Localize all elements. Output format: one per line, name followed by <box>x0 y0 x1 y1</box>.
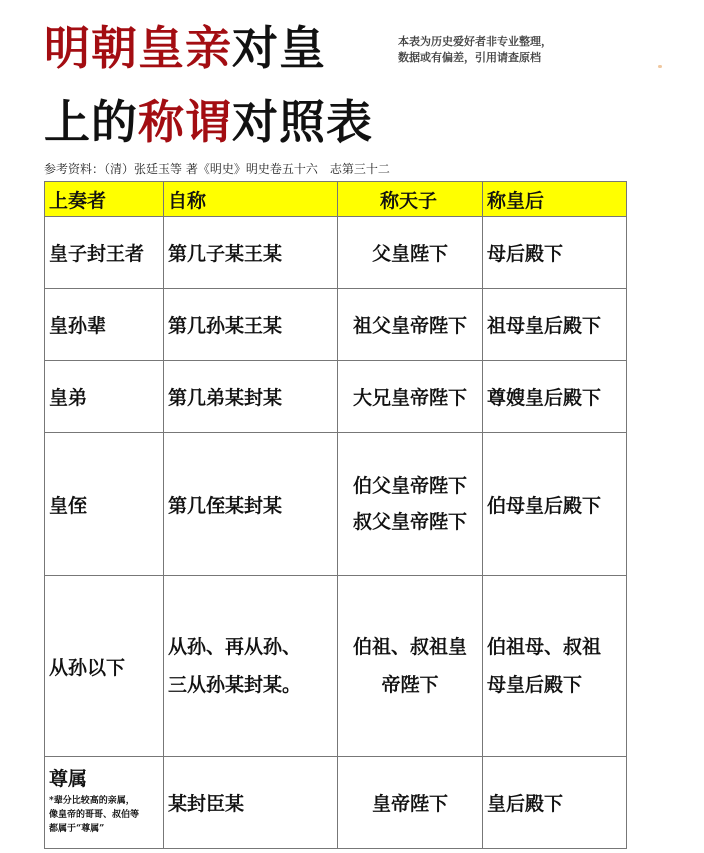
cell-petitioner: 皇孙辈 <box>45 289 164 361</box>
title-segment: 对皇 <box>232 21 326 75</box>
cell-petitioner: 皇侄 <box>45 433 164 576</box>
header-emperor: 称天子 <box>338 182 483 217</box>
cell-petitioner: 皇子封王者 <box>45 217 164 289</box>
title-segment: 称谓 <box>138 95 232 149</box>
cell-emperor: 伯祖、叔祖皇 帝陛下 <box>338 576 483 757</box>
disclaimer-line: 数据或有偏差，引用请查原档 <box>398 51 541 64</box>
header-self: 自称 <box>164 182 338 217</box>
cell-empress: 祖母皇后殿下 <box>483 289 627 361</box>
table-row <box>45 289 627 361</box>
cell-emperor: 大兄皇帝陛下 <box>338 361 483 433</box>
cell-empress: 伯祖母、叔祖 母皇后殿下 <box>483 576 627 757</box>
header-empress: 称皇后 <box>483 182 627 217</box>
cell-petitioner: 从孙以下 <box>45 576 164 757</box>
title-segment: 明朝皇亲 <box>44 21 232 75</box>
cell-emperor: 皇帝陛下 <box>338 757 483 849</box>
page-title-line2 <box>44 94 373 150</box>
cell-emperor: 祖父皇帝陛下 <box>338 289 483 361</box>
cell-empress: 伯母皇后殿下 <box>483 433 627 576</box>
table-row <box>45 217 627 289</box>
header-row <box>45 182 627 217</box>
cell-emperor: 父皇陛下 <box>338 217 483 289</box>
decorative-dot <box>658 65 662 68</box>
petitioner-label: 尊属 <box>49 767 88 790</box>
cell-empress: 皇后殿下 <box>483 757 627 849</box>
title-table <box>44 181 627 849</box>
disclaimer-line: 本表为历史爱好者非专业整理， <box>398 35 552 48</box>
title-segment: 对照表 <box>232 95 373 149</box>
cell-self: 第几弟某封某 <box>164 361 338 433</box>
cell-self: 第几子某王某 <box>164 217 338 289</box>
cell-self: 第几孙某王某 <box>164 289 338 361</box>
petitioner-footnote: *辈分比较高的亲属， 像皇帝的哥哥、叔伯等 都属于“尊属” <box>49 795 140 834</box>
cell-petitioner <box>45 757 164 849</box>
reference-line: 参考资料：（清）张廷玉等 著《明史》明史卷五十六 志第三十二 <box>44 162 390 176</box>
table-row <box>45 433 627 576</box>
disclaimer-note <box>398 34 552 66</box>
cell-empress: 母后殿下 <box>483 217 627 289</box>
cell-self: 某封臣某 <box>164 757 338 849</box>
header-petitioner: 上奏者 <box>45 182 164 217</box>
cell-self: 第几侄某封某 <box>164 433 338 576</box>
table-row <box>45 576 627 757</box>
cell-empress: 尊嫂皇后殿下 <box>483 361 627 433</box>
title-segment: 上的 <box>44 95 138 149</box>
table-row <box>45 361 627 433</box>
cell-petitioner: 皇弟 <box>45 361 164 433</box>
cell-self: 从孙、再从孙、 三从孙某封某。 <box>164 576 338 757</box>
table-row <box>45 757 627 849</box>
page-title-line1 <box>44 20 326 76</box>
cell-emperor: 伯父皇帝陛下 叔父皇帝陛下 <box>338 433 483 576</box>
